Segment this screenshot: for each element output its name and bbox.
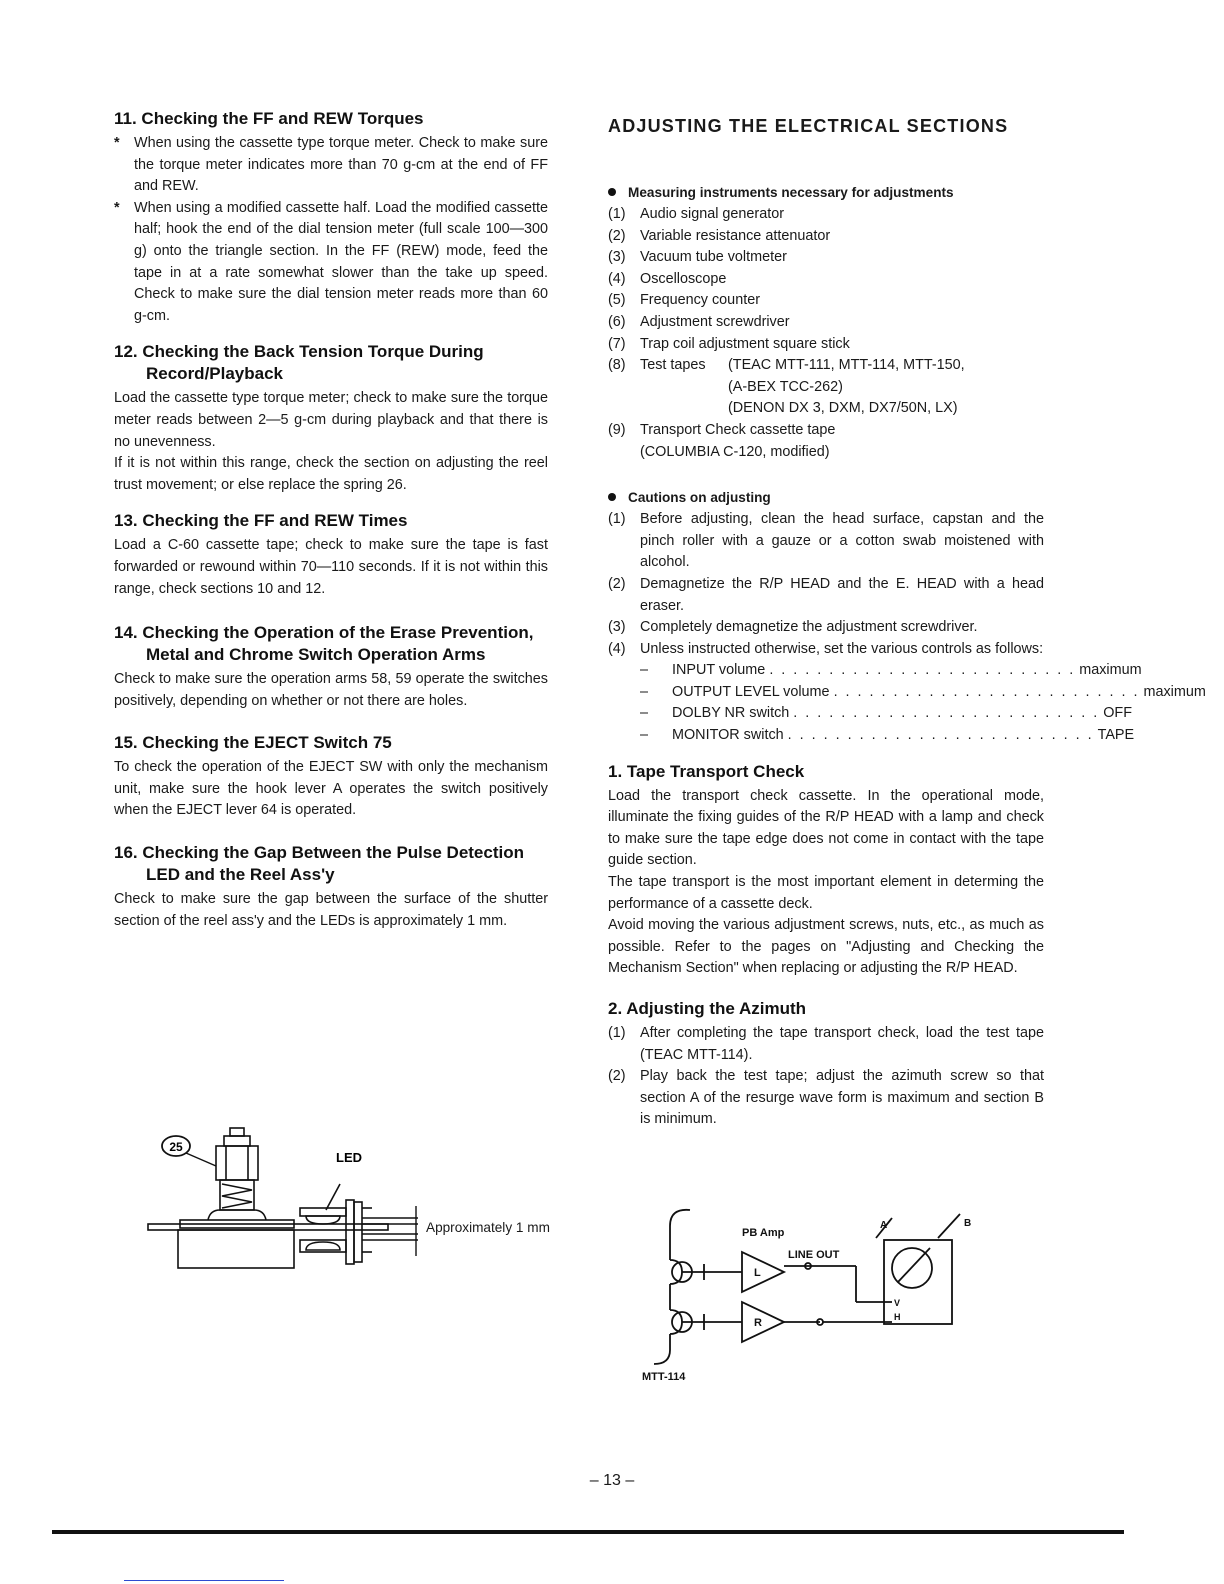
list-item [114,133,548,198]
item-number: (1) [608,206,626,222]
instruments-title-text: Measuring instruments necessary for adjustments [628,185,954,200]
item-text: Completely demagnetize the adjustment screwdriver. [640,619,978,636]
list-item [608,226,1044,248]
control-value: maximum [1143,683,1206,700]
section-14 [114,622,548,712]
item-text: Variable resistance attenuator [640,227,831,244]
item-text: Audio signal generator [640,206,785,222]
control-value: maximum [1079,662,1142,679]
list-item [608,334,1044,356]
list-item [608,1066,1044,1131]
list-item-text: When using the cassette type torque meter. Check to make sure the torque meter indicates more than 70 g-cm at the end of FF and REW. [134,135,548,195]
list-item [608,312,1044,334]
paragraph: If it is not within this range, check the section on adjusting the reel trust movement; or else replace the spring 26. [114,455,548,493]
bottom-rule [52,1530,1124,1534]
paragraph: Check to make sure the gap between the surface of the shutter section of the reel ass'y and the LEDs is approximately 1 mm. [114,891,548,929]
section-1-title: 1. Tape Transport Check [608,761,805,781]
item-number: (8) [608,357,626,374]
control-name: MONITOR switch [672,727,784,744]
instruments-title [608,182,1044,204]
part-number: 25 [169,1140,183,1154]
paragraph: Check to make sure the operation arms 58, 59 operate the switches positively, depending on whether or not there are holes. [114,671,548,709]
section-12-title: 12. Checking the Back Tension Torque During Record/Playback [114,342,484,384]
item-text: Frequency counter [640,292,760,309]
paragraph: Load the cassette type torque meter; check to make sure the torque meter reads between 2—5 g-cm during playback and that there is no unevenness. [114,390,548,450]
item-number: (2) [608,1068,626,1085]
section-15 [114,732,548,822]
diagram-labels [642,1218,971,1383]
list-item [608,1023,1044,1066]
list-item [114,198,548,328]
control-value: OFF [1103,705,1132,722]
control-setting: – OUTPUT LEVEL volume . . . . . . . . . . . . . . . . . . . . . . . . . . maximum [608,682,1044,704]
item-text: Trap coil adjustment square stick [640,335,850,352]
control-name: DOLBY NR switch [672,705,790,722]
led-gap-diagram [140,1120,430,1280]
list-item [608,574,1044,617]
item-number: (3) [608,619,626,636]
control-setting: – INPUT volume . . . . . . . . . . . . . . . . . . . . . . . . . . maximum [608,660,1044,682]
item-number: (1) [608,511,626,528]
section-13-title: 13. Checking the FF and REW Times [114,511,408,531]
item-text: Oscelloscope [640,270,727,287]
bullet-icon [608,188,616,196]
paragraph: Avoid moving the various adjustment screws, nuts, etc., as much as possible. Refer to the pages on "Adjusting and Checking the Mechanism Section" when replacing or adjusting the R/P HEAD. [608,917,1044,977]
sensor-body [148,1128,388,1268]
tape-and-heads [654,1210,960,1364]
section-azimuth [608,998,1044,1131]
control-name: INPUT volume [672,662,766,679]
section-2-title: 2. Adjusting the Azimuth [608,999,807,1018]
item-text: (TEAC MTT-111, MTT-114, MTT-150, [728,357,965,374]
h-label: H [894,1312,901,1322]
item-text: Before adjusting, clean the head surface, capstan and the pinch roller with a gauze or a cotton swab moistened with alcohol. [640,511,1044,571]
section-16-title: 16. Checking the Gap Between the Pulse Detection LED and the Reel Ass'y [114,843,524,885]
cautions-title-text: Cautions on adjusting [628,490,771,506]
cautions-section [608,487,1206,747]
list-item [608,269,1044,291]
section-11 [114,108,548,327]
paragraph: To check the operation of the EJECT SW with only the mechanism unit, make sure the hook lever A operates the switch positively when the EJECT lever 64 is operated. [114,759,548,819]
gap-indicator [362,1206,418,1256]
list-item-text: When using a modified cassette half. Load the modified cassette half; hook the end of the dial tension meter (full scale 100—300 g) onto the triangle section. In the FF (REW) mode, feed the tape in at a rate somewhat slower than the take up speed. Check to make sure the dial tension meter reads more than 60 g-cm. [134,199,548,324]
control-setting: – DOLBY NR switch . . . . . . . . . . . . . . . . . . . . . . . . . . OFF [608,703,1044,725]
page-number: – 13 – [589,1472,635,1489]
page-heading: ADJUSTING THE ELECTRICAL SECTIONS [608,116,1009,136]
item-text: Vacuum tube voltmeter [640,249,787,266]
paragraph: The tape transport is the most important element in determing the performance of a cassette deck. [608,874,1044,912]
test-tapes-line [608,377,1044,399]
list-item [608,509,1044,574]
item-number: (5) [608,292,626,309]
item-number: (1) [608,1025,626,1041]
section-13 [114,510,548,600]
item-text: (DENON DX 3, DXM, DX7/50N, LX) [728,400,958,417]
v-label: V [894,1298,901,1308]
section-12 [114,341,548,496]
list-item [608,420,1044,463]
list-item [608,290,1044,312]
section-11-title: 11. Checking the FF and REW Torques [114,109,424,128]
test-tapes-item [608,355,1044,377]
item-text: Transport Check cassette tape [640,421,836,438]
item-text: Play back the test tape; adjust the azimuth screw so that section A of the resurge wave form is maximum and section B is minimum. [640,1068,1044,1128]
asterisk-mark: * [114,135,120,151]
section-b-label: B [964,1218,972,1229]
list-item [608,617,1044,639]
list-item [608,639,1044,661]
item-number: (2) [608,227,626,244]
channel-r-label: R [754,1317,762,1329]
section-a-label: A [880,1220,888,1231]
section-tape-transport [608,761,1044,980]
item-text: After completing the tape transport check, load the test tape (TEAC MTT-114). [640,1025,1044,1063]
line-out-label: LINE OUT [788,1249,840,1261]
list-item [608,204,1044,226]
item-text: Demagnetize the R/P HEAD and the E. HEAD with a head eraser. [640,575,1044,614]
scan-edge-line [124,1580,284,1581]
control-value: TAPE [1097,727,1135,744]
led-label: LED [336,1150,362,1165]
control-name: OUTPUT LEVEL volume [672,683,830,700]
item-number: (9) [608,421,626,438]
cautions-title [608,487,1044,509]
item-number: (4) [608,640,626,657]
test-tapes-line [608,398,1044,420]
list-item [608,247,1044,269]
asterisk-mark: * [114,199,120,216]
item-text: (COLUMBIA C-120, modified) [640,443,830,460]
item-number: (3) [608,249,626,266]
item-label: Test tapes [640,357,706,374]
control-setting: – MONITOR switch . . . . . . . . . . . . . . . . . . . . . . . . . . TAPE [608,725,1044,747]
channel-l-label: L [754,1267,761,1279]
tape-label: MTT-114 [642,1371,686,1383]
paragraph: Load a C-60 cassette tape; check to make sure the tape is fast forwarded or rewound within 70—110 seconds. If it is not within this range, check sections 10 and 12. [114,537,548,597]
paragraph: Load the transport check cassette. In the operational mode, illuminate the fixing guides of the R/P HEAD with a lamp and check to make sure the tape edge does not come in contact with the tape guide section. [608,787,1044,869]
pb-amp-label: PB Amp [742,1227,785,1239]
instruments-section [608,182,1044,463]
right-column [608,108,1206,1145]
section-15-title: 15. Checking the EJECT Switch 75 [114,733,392,753]
bullet-icon [608,493,616,501]
section-14-title: 14. Checking the Operation of the Erase Prevention, Metal and Chrome Switch Operation Arms [114,623,534,665]
left-column [114,108,548,946]
item-number: (7) [608,335,626,352]
item-text: Unless instructed otherwise, set the various controls as follows: [640,640,1044,657]
item-text: (A-BEX TCC-262) [728,378,843,395]
item-text: Adjustment screwdriver [640,313,790,330]
azimuth-diagram [630,1200,990,1383]
item-number: (6) [608,313,626,330]
part-number-callout [162,1136,216,1166]
item-number: (2) [608,575,626,592]
section-16 [114,842,548,932]
gap-label: Approximately 1 mm [426,1220,550,1235]
item-number: (4) [608,270,626,287]
